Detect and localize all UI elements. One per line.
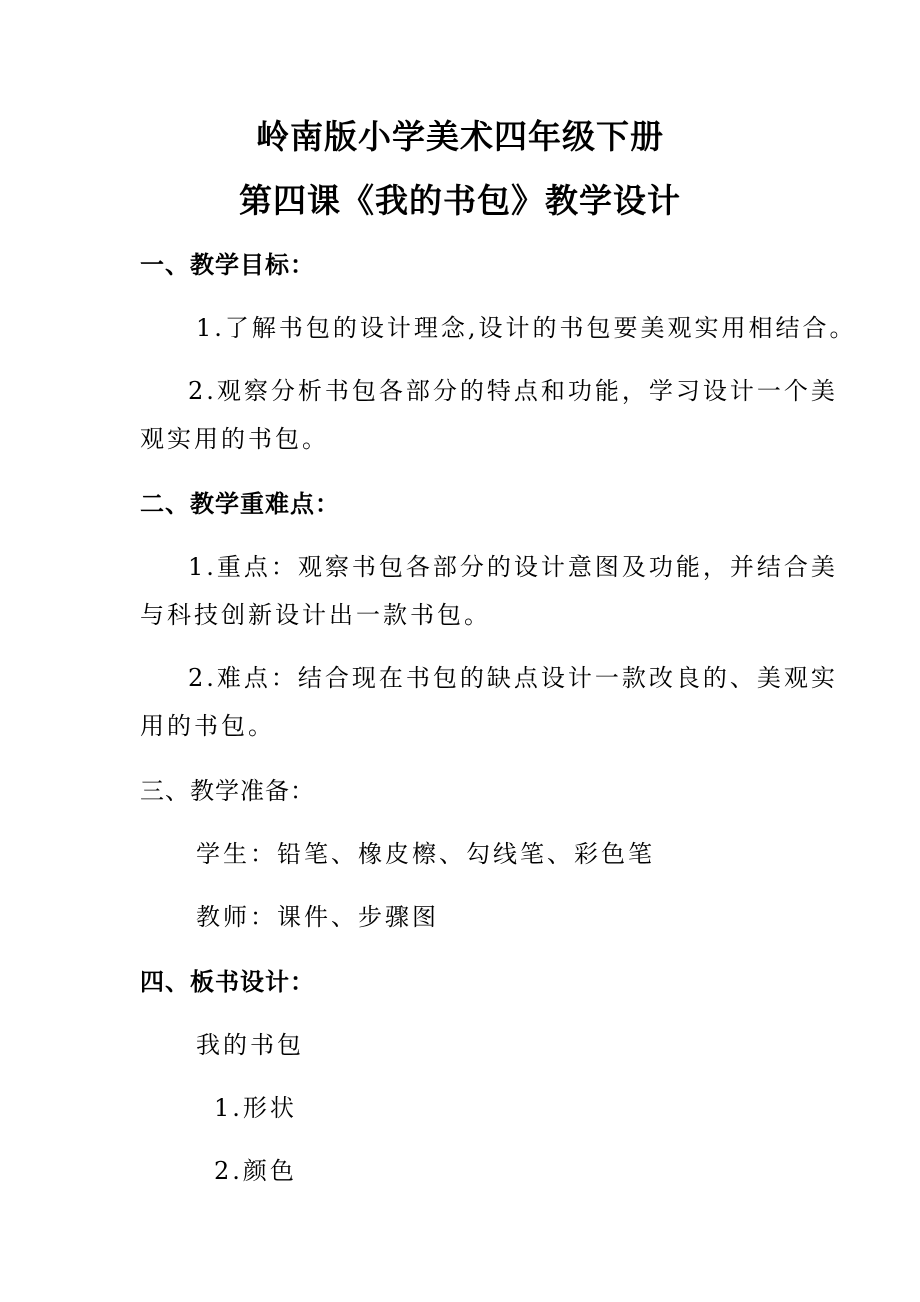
objective-item-2-line-2: 观实用的书包。: [140, 425, 329, 453]
key-point-item-2-line-1: 2.难点：结合现在书包的缺点设计一款改良的、美观实: [188, 664, 838, 692]
document-title-line-1: 岭南版小学美术四年级下册: [256, 117, 664, 156]
board-design-item-1: 1.形状: [214, 1094, 297, 1122]
board-design-title: 我的书包: [196, 1031, 304, 1059]
board-design-item-2: 2.颜色: [214, 1157, 297, 1185]
key-point-item-2-line-2: 用的书包。: [140, 712, 275, 740]
section-heading-board-design: 四、板书设计：: [140, 968, 315, 996]
section-heading-key-points: 二、教学重难点：: [140, 490, 340, 518]
objective-item-1: 1.了解书包的设计理念,设计的书包要美观实用相结合。: [196, 314, 857, 342]
section-heading-preparation: 三、教学准备：: [140, 777, 315, 805]
document-title-line-2: 第四课《我的书包》教学设计: [239, 181, 681, 220]
key-point-item-1-line-2: 与科技创新设计出一款书包。: [140, 601, 491, 629]
objective-item-2-line-1: 2.观察分析书包各部分的特点和功能，学习设计一个美: [188, 377, 838, 405]
preparation-teacher: 教师：课件、步骤图: [196, 903, 439, 931]
key-point-item-1-line-1: 1.重点：观察书包各部分的设计意图及功能，并结合美: [188, 553, 838, 581]
section-heading-objectives: 一、教学目标：: [140, 251, 315, 279]
preparation-students: 学生：铅笔、橡皮檫、勾线笔、彩色笔: [196, 840, 655, 868]
